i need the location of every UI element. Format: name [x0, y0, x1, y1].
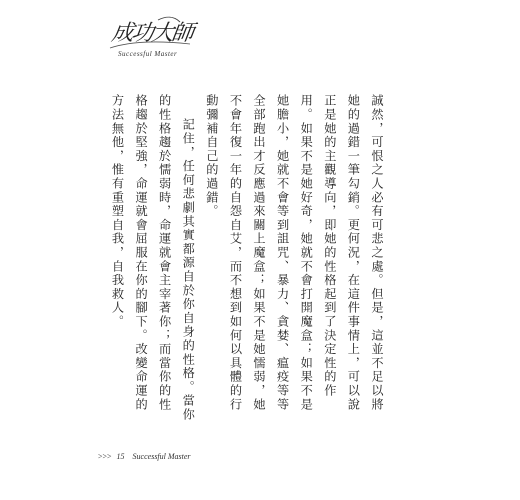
- page-number: 15: [116, 452, 125, 461]
- logo-title: 成功大師: [109, 21, 194, 46]
- paragraph: 誠然，可恨之人必有可悲之處。但是，這並不足以將她的過錯一筆勾銷。更何況，在這件事情上，可以說正是她的主觀導向，即她的性格起到了決定性的作用。如果不是她好奇，她就不會打開魔盒；如果不是她膽小，她就不會等到詛咒、暴力、貪婪、瘟疫等等全部跑出才反應過來關上魔盒；如果不是她懦弱，她不會年復一年的自怨自艾，而不想到如何以具體的行動彌補自己的過錯。: [204, 94, 384, 412]
- footer-arrows: >>>: [98, 452, 112, 461]
- page-footer: [98, 452, 191, 461]
- paragraph: 記住，任何悲劇其實都源自於你自身的性格。當你的性格趨於懦弱時，命運就會主宰著你；而當你的性格趨於堅強，命運就會屈服在你的腳下。改變命運的方法無他，惟有重塑自我，自我救人。: [110, 94, 196, 422]
- logo-subtitle: Successful Master: [118, 50, 178, 58]
- book-logo: [108, 14, 192, 66]
- vertical-body-text: [105, 94, 388, 424]
- running-title: Successful Master: [132, 452, 191, 461]
